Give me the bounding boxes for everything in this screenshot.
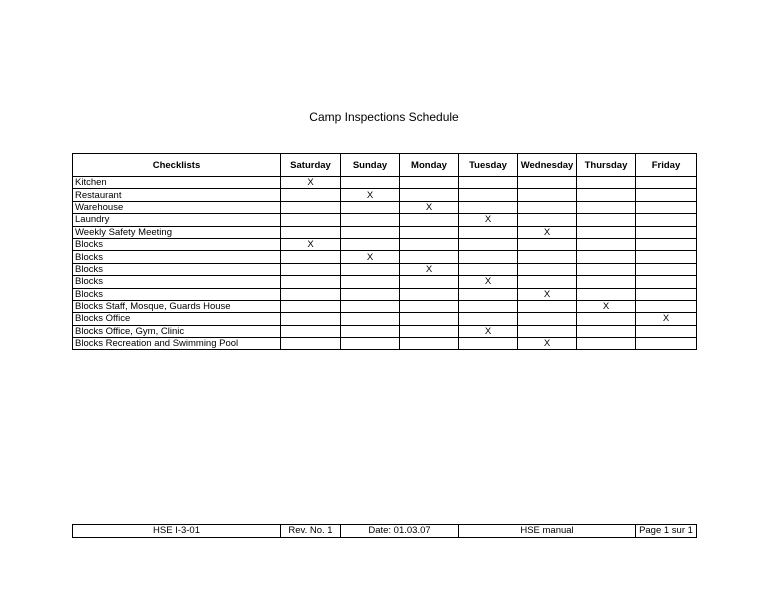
cell-tuesday (459, 300, 518, 312)
cell-thursday (577, 325, 636, 337)
manual-name: HSE manual (459, 525, 636, 538)
cell-tuesday: X (459, 325, 518, 337)
cell-wednesday (518, 313, 577, 325)
cell-friday (636, 189, 697, 201)
column-header-wednesday: Wednesday (518, 154, 577, 177)
cell-monday (400, 313, 459, 325)
cell-wednesday (518, 251, 577, 263)
cell-sunday (341, 226, 400, 238)
cell-saturday (281, 214, 341, 226)
cell-saturday (281, 189, 341, 201)
cell-thursday: X (577, 300, 636, 312)
checklist-name: Blocks Recreation and Swimming Pool (73, 338, 281, 350)
table-row (73, 238, 697, 250)
table-row (73, 226, 697, 238)
cell-wednesday: X (518, 226, 577, 238)
cell-sunday: X (341, 189, 400, 201)
cell-wednesday: X (518, 288, 577, 300)
cell-sunday: X (341, 251, 400, 263)
cell-saturday (281, 251, 341, 263)
cell-friday (636, 338, 697, 350)
cell-friday (636, 214, 697, 226)
cell-sunday (341, 338, 400, 350)
checklist-name: Blocks (73, 238, 281, 250)
document-footer (72, 524, 697, 538)
cell-saturday (281, 263, 341, 275)
cell-monday (400, 288, 459, 300)
checklist-name: Warehouse (73, 201, 281, 213)
document-date: Date: 01.03.07 (341, 525, 459, 538)
cell-tuesday: X (459, 276, 518, 288)
table-row (73, 288, 697, 300)
cell-monday (400, 226, 459, 238)
cell-tuesday (459, 201, 518, 213)
cell-monday (400, 300, 459, 312)
cell-sunday (341, 276, 400, 288)
footer-row (73, 525, 697, 538)
cell-monday (400, 251, 459, 263)
checklist-name: Blocks (73, 251, 281, 263)
cell-sunday (341, 288, 400, 300)
cell-saturday (281, 276, 341, 288)
column-header-friday: Friday (636, 154, 697, 177)
table-row (73, 251, 697, 263)
document-code: HSE I-3-01 (73, 525, 281, 538)
cell-saturday: X (281, 238, 341, 250)
checklist-name: Blocks (73, 288, 281, 300)
cell-tuesday (459, 189, 518, 201)
cell-thursday (577, 276, 636, 288)
cell-tuesday (459, 238, 518, 250)
column-header-saturday: Saturday (281, 154, 341, 177)
cell-friday (636, 201, 697, 213)
cell-sunday (341, 214, 400, 226)
checklist-name: Blocks Office, Gym, Clinic (73, 325, 281, 337)
cell-tuesday (459, 313, 518, 325)
cell-thursday (577, 189, 636, 201)
cell-saturday (281, 288, 341, 300)
cell-monday (400, 177, 459, 189)
table-row (73, 263, 697, 275)
table-row (73, 325, 697, 337)
table-row (73, 313, 697, 325)
schedule-body (73, 177, 697, 350)
cell-sunday (341, 177, 400, 189)
cell-wednesday (518, 263, 577, 275)
cell-monday: X (400, 201, 459, 213)
cell-wednesday (518, 276, 577, 288)
cell-thursday (577, 263, 636, 275)
table-row (73, 214, 697, 226)
page-title: Camp Inspections Schedule (309, 110, 459, 124)
cell-wednesday (518, 325, 577, 337)
cell-tuesday (459, 338, 518, 350)
revision-number: Rev. No. 1 (281, 525, 341, 538)
table-row (73, 177, 697, 189)
cell-thursday (577, 338, 636, 350)
cell-sunday (341, 325, 400, 337)
page-number: Page 1 sur 1 (636, 525, 697, 538)
cell-wednesday (518, 300, 577, 312)
table-row (73, 276, 697, 288)
checklist-name: Blocks (73, 276, 281, 288)
cell-tuesday: X (459, 214, 518, 226)
checklist-name: Weekly Safety Meeting (73, 226, 281, 238)
cell-tuesday (459, 177, 518, 189)
cell-sunday (341, 313, 400, 325)
cell-tuesday (459, 251, 518, 263)
table-row (73, 201, 697, 213)
cell-thursday (577, 238, 636, 250)
cell-friday (636, 300, 697, 312)
cell-tuesday (459, 226, 518, 238)
cell-monday: X (400, 263, 459, 275)
cell-friday (636, 325, 697, 337)
cell-thursday (577, 214, 636, 226)
table-row (73, 189, 697, 201)
table-row (73, 300, 697, 312)
cell-tuesday (459, 288, 518, 300)
cell-friday (636, 226, 697, 238)
cell-monday (400, 238, 459, 250)
cell-saturday (281, 300, 341, 312)
checklist-name: Laundry (73, 214, 281, 226)
cell-friday (636, 238, 697, 250)
cell-sunday (341, 238, 400, 250)
cell-friday (636, 177, 697, 189)
cell-tuesday (459, 263, 518, 275)
cell-wednesday: X (518, 338, 577, 350)
cell-friday: X (636, 313, 697, 325)
checklist-name: Kitchen (73, 177, 281, 189)
cell-sunday (341, 300, 400, 312)
cell-monday (400, 214, 459, 226)
column-header-checklists: Checklists (73, 154, 281, 177)
cell-friday (636, 263, 697, 275)
checklist-name: Blocks Office (73, 313, 281, 325)
column-header-thursday: Thursday (577, 154, 636, 177)
cell-friday (636, 288, 697, 300)
cell-wednesday (518, 189, 577, 201)
cell-thursday (577, 251, 636, 263)
cell-monday (400, 189, 459, 201)
column-header-tuesday: Tuesday (459, 154, 518, 177)
checklist-name: Restaurant (73, 189, 281, 201)
cell-friday (636, 251, 697, 263)
cell-saturday (281, 201, 341, 213)
cell-saturday (281, 226, 341, 238)
column-header-sunday: Sunday (341, 154, 400, 177)
cell-wednesday (518, 201, 577, 213)
cell-saturday (281, 313, 341, 325)
cell-thursday (577, 201, 636, 213)
cell-wednesday (518, 214, 577, 226)
cell-thursday (577, 288, 636, 300)
table-row (73, 338, 697, 350)
cell-monday (400, 338, 459, 350)
column-header-monday: Monday (400, 154, 459, 177)
cell-thursday (577, 313, 636, 325)
cell-friday (636, 276, 697, 288)
checklist-name: Blocks Staff, Mosque, Guards House (73, 300, 281, 312)
cell-sunday (341, 263, 400, 275)
cell-saturday (281, 338, 341, 350)
cell-sunday (341, 201, 400, 213)
checklist-name: Blocks (73, 263, 281, 275)
cell-wednesday (518, 238, 577, 250)
cell-thursday (577, 177, 636, 189)
cell-thursday (577, 226, 636, 238)
cell-monday (400, 325, 459, 337)
inspection-schedule-table (72, 153, 697, 350)
cell-monday (400, 276, 459, 288)
cell-saturday (281, 325, 341, 337)
table-header-row (73, 154, 697, 177)
cell-wednesday (518, 177, 577, 189)
cell-saturday: X (281, 177, 341, 189)
